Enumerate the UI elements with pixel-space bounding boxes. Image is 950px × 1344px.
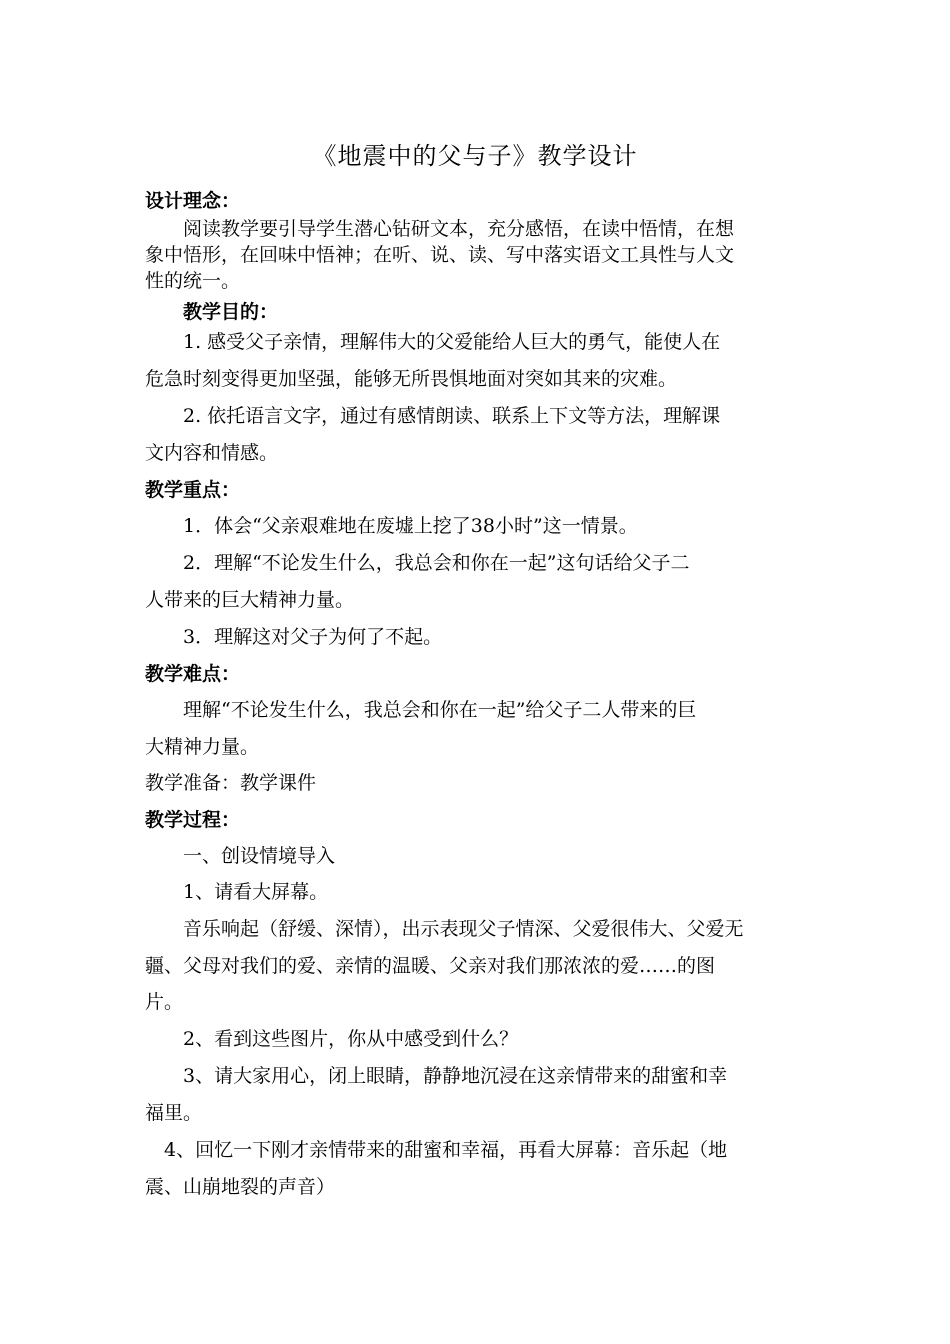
paragraph-line: 片。: [145, 991, 184, 1013]
paragraph-line: 2. 依托语言文字，通过有感情朗读、联系上下文等方法，理解课: [145, 405, 721, 427]
paragraph-line: 危急时刻变得更加坚强，能够无所畏惧地面对突如其来的灾难。: [145, 368, 678, 390]
paragraph-line: 象中悟形，在回味中悟神；在听、说、读、写中落实语文工具性与人文: [145, 244, 735, 266]
paragraph-line: 人带来的巨大精神力量。: [145, 589, 355, 611]
paragraph-line: 福里。: [145, 1102, 203, 1124]
paragraph-line: 2、看到这些图片，你从中感受到什么？: [145, 1028, 519, 1050]
heading-design-concept: 设计理念：: [145, 190, 241, 212]
paragraph-line: 1．体会“父亲艰难地在废墟上挖了38小时”这一情景。: [145, 515, 638, 537]
paragraph-line: 一、创设情境导入: [145, 845, 336, 867]
paragraph-line: 性的统一。: [145, 270, 241, 292]
paragraph-line: 2．理解“不论发生什么，我总会和你在一起”这句话给父子二: [145, 552, 690, 574]
paragraph-line: 3．理解这对父子为何了不起。: [145, 626, 443, 648]
paragraph-line: 1. 感受父子亲情，理解伟大的父爱能给人巨大的勇气，能使人在: [145, 331, 721, 353]
heading-teaching-objectives: 教学目的：: [145, 301, 279, 323]
paragraph-line: 3、请大家用心，闭上眼睛，静静地沉浸在这亲情带来的甜蜜和幸: [145, 1065, 728, 1087]
paragraph-line: 4、回忆一下刚才亲情带来的甜蜜和幸福，再看大屏幕：音乐起（地: [145, 1139, 728, 1161]
paragraph-line: 教学准备：教学课件: [145, 772, 317, 794]
paragraph-line: 1、请看大屏幕。: [145, 881, 329, 903]
heading-key-points: 教学重点：: [145, 479, 241, 501]
paragraph-line: 阅读教学要引导学生潜心钻研文本，充分感悟，在读中悟情，在想: [145, 218, 735, 240]
paragraph-line: 疆、父母对我们的爱、亲情的温暖、父亲对我们那浓浓的爱……的图: [145, 955, 716, 977]
document-title: 《地震中的父与子》教学设计: [312, 142, 638, 170]
paragraph-line: 音乐响起（舒缓、深情），出示表现父子情深、父爱很伟大、父爱无: [145, 918, 744, 940]
paragraph-line: 理解“不论发生什么，我总会和你在一起”给父子二人带来的巨: [145, 699, 697, 721]
paragraph-line: 大精神力量。: [145, 736, 260, 758]
heading-difficulties: 教学难点：: [145, 663, 241, 685]
paragraph-line: 文内容和情感。: [145, 442, 279, 464]
heading-teaching-process: 教学过程：: [145, 809, 241, 831]
paragraph-line: 震、山崩地裂的声音）: [145, 1176, 336, 1198]
